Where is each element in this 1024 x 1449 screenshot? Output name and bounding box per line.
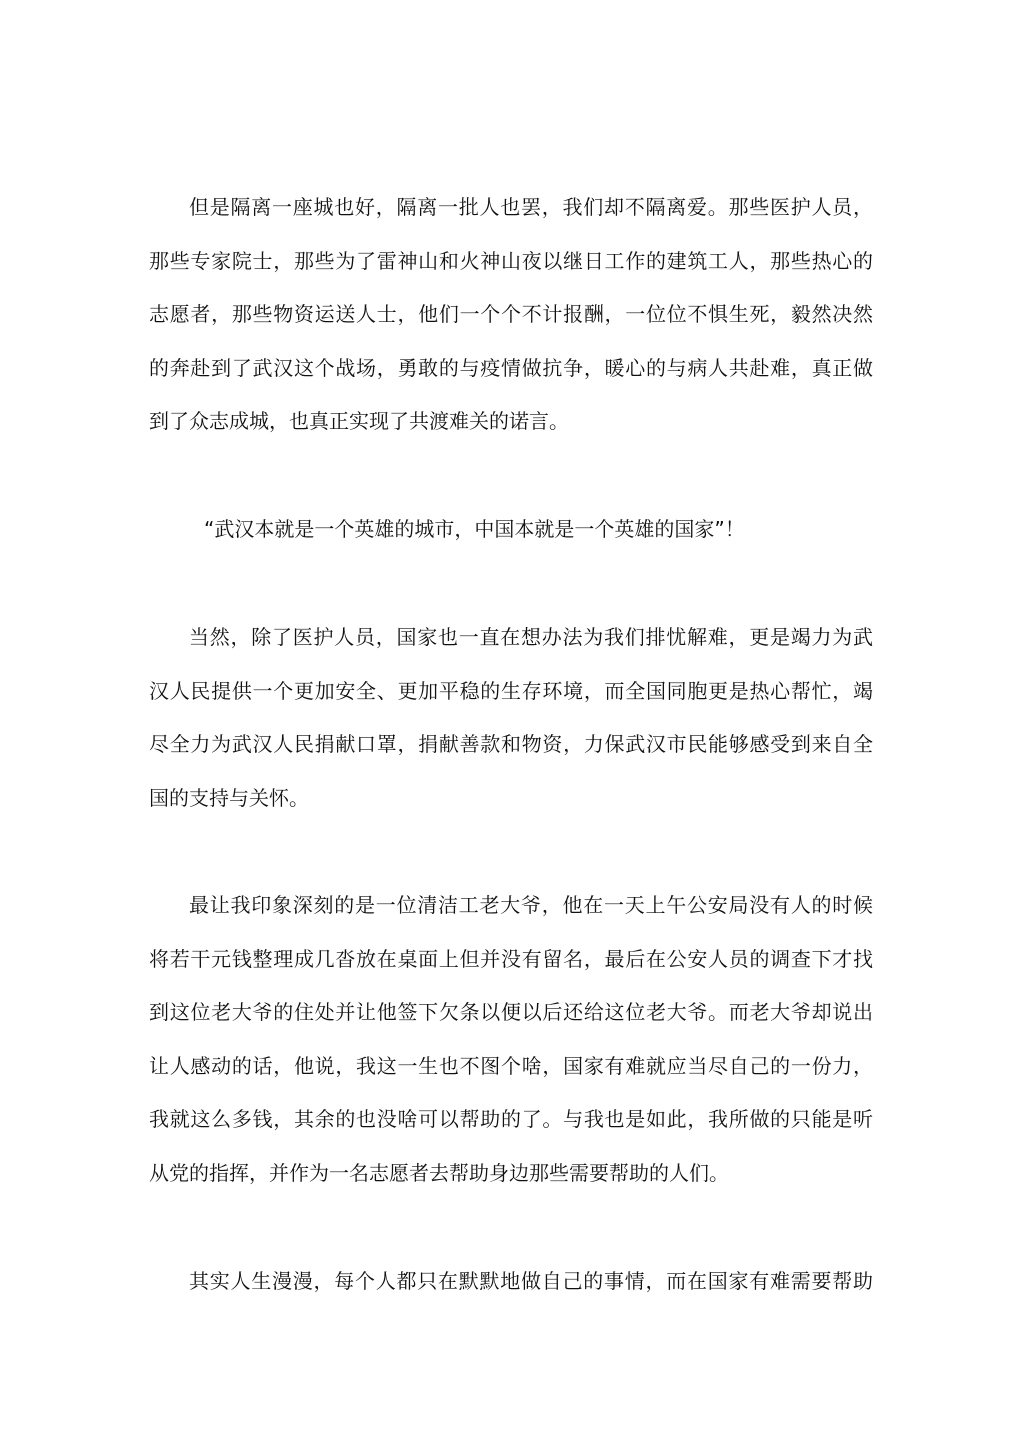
paragraph-4	[149, 1255, 873, 1309]
paragraph-line: 的奔赴到了武汉这个战场，勇敢的与疫情做抗争，暖心的与病人共赴难，真正做	[149, 355, 873, 380]
paragraph-quote	[149, 503, 873, 557]
paragraph-line: 最让我印象深刻的是一位清洁工老大爷，他在一天上午公安局没有人的时候	[189, 893, 873, 917]
paragraph-line: 从党的指挥，并作为一名志愿者去帮助身边那些需要帮助的人们。	[149, 1160, 729, 1185]
paragraph-line: 到这位老大爷的住处并让他签下欠条以便以后还给这位老大爷。而老大爷却说出	[149, 1000, 873, 1025]
paragraph-line: 我就这么多钱，其余的也没啥可以帮助的了。与我也是如此，我所做的只能是听	[149, 1107, 873, 1132]
paragraph-line: 志愿者，那些物资运送人士，他们一个个不计报酬，一位位不惧生死，毅然决然	[149, 302, 873, 327]
paragraph-line: 让人感动的话，他说，我这一生也不图个啥，国家有难就应当尽自己的一份力，	[149, 1053, 873, 1078]
paragraph-2	[149, 611, 873, 825]
quote-line: “武汉本就是一个英雄的城市，中国本就是一个英雄的国家”！	[204, 517, 745, 541]
paragraph-line: 当然，除了医护人员，国家也一直在想办法为我们排忧解难，更是竭力为武	[189, 625, 873, 649]
paragraph-3	[149, 879, 873, 1201]
paragraph-line: 尽全力为武汉人民捐献口罩，捐献善款和物资，力保武汉市民能够感受到来自全	[149, 732, 873, 757]
paragraph-line: 但是隔离一座城也好，隔离一批人也罢，我们却不隔离爱。那些医护人员，	[189, 195, 873, 219]
paragraph-line: 其实人生漫漫，每个人都只在默默地做自己的事情，而在国家有难需要帮助	[189, 1269, 873, 1293]
paragraph-line: 国的支持与关怀。	[149, 785, 309, 810]
paragraph-1	[149, 181, 873, 449]
paragraph-line: 汉人民提供一个更加安全、更加平稳的生存环境，而全国同胞更是热心帮忙，竭	[149, 678, 873, 703]
paragraph-line: 将若干元钱整理成几沓放在桌面上但并没有留名，最后在公安人员的调查下才找	[149, 946, 873, 971]
paragraph-line: 到了众志成城，也真正实现了共渡难关的诺言。	[149, 409, 569, 434]
paragraph-line: 那些专家院士，那些为了雷神山和火神山夜以继日工作的建筑工人，那些热心的	[149, 248, 873, 273]
